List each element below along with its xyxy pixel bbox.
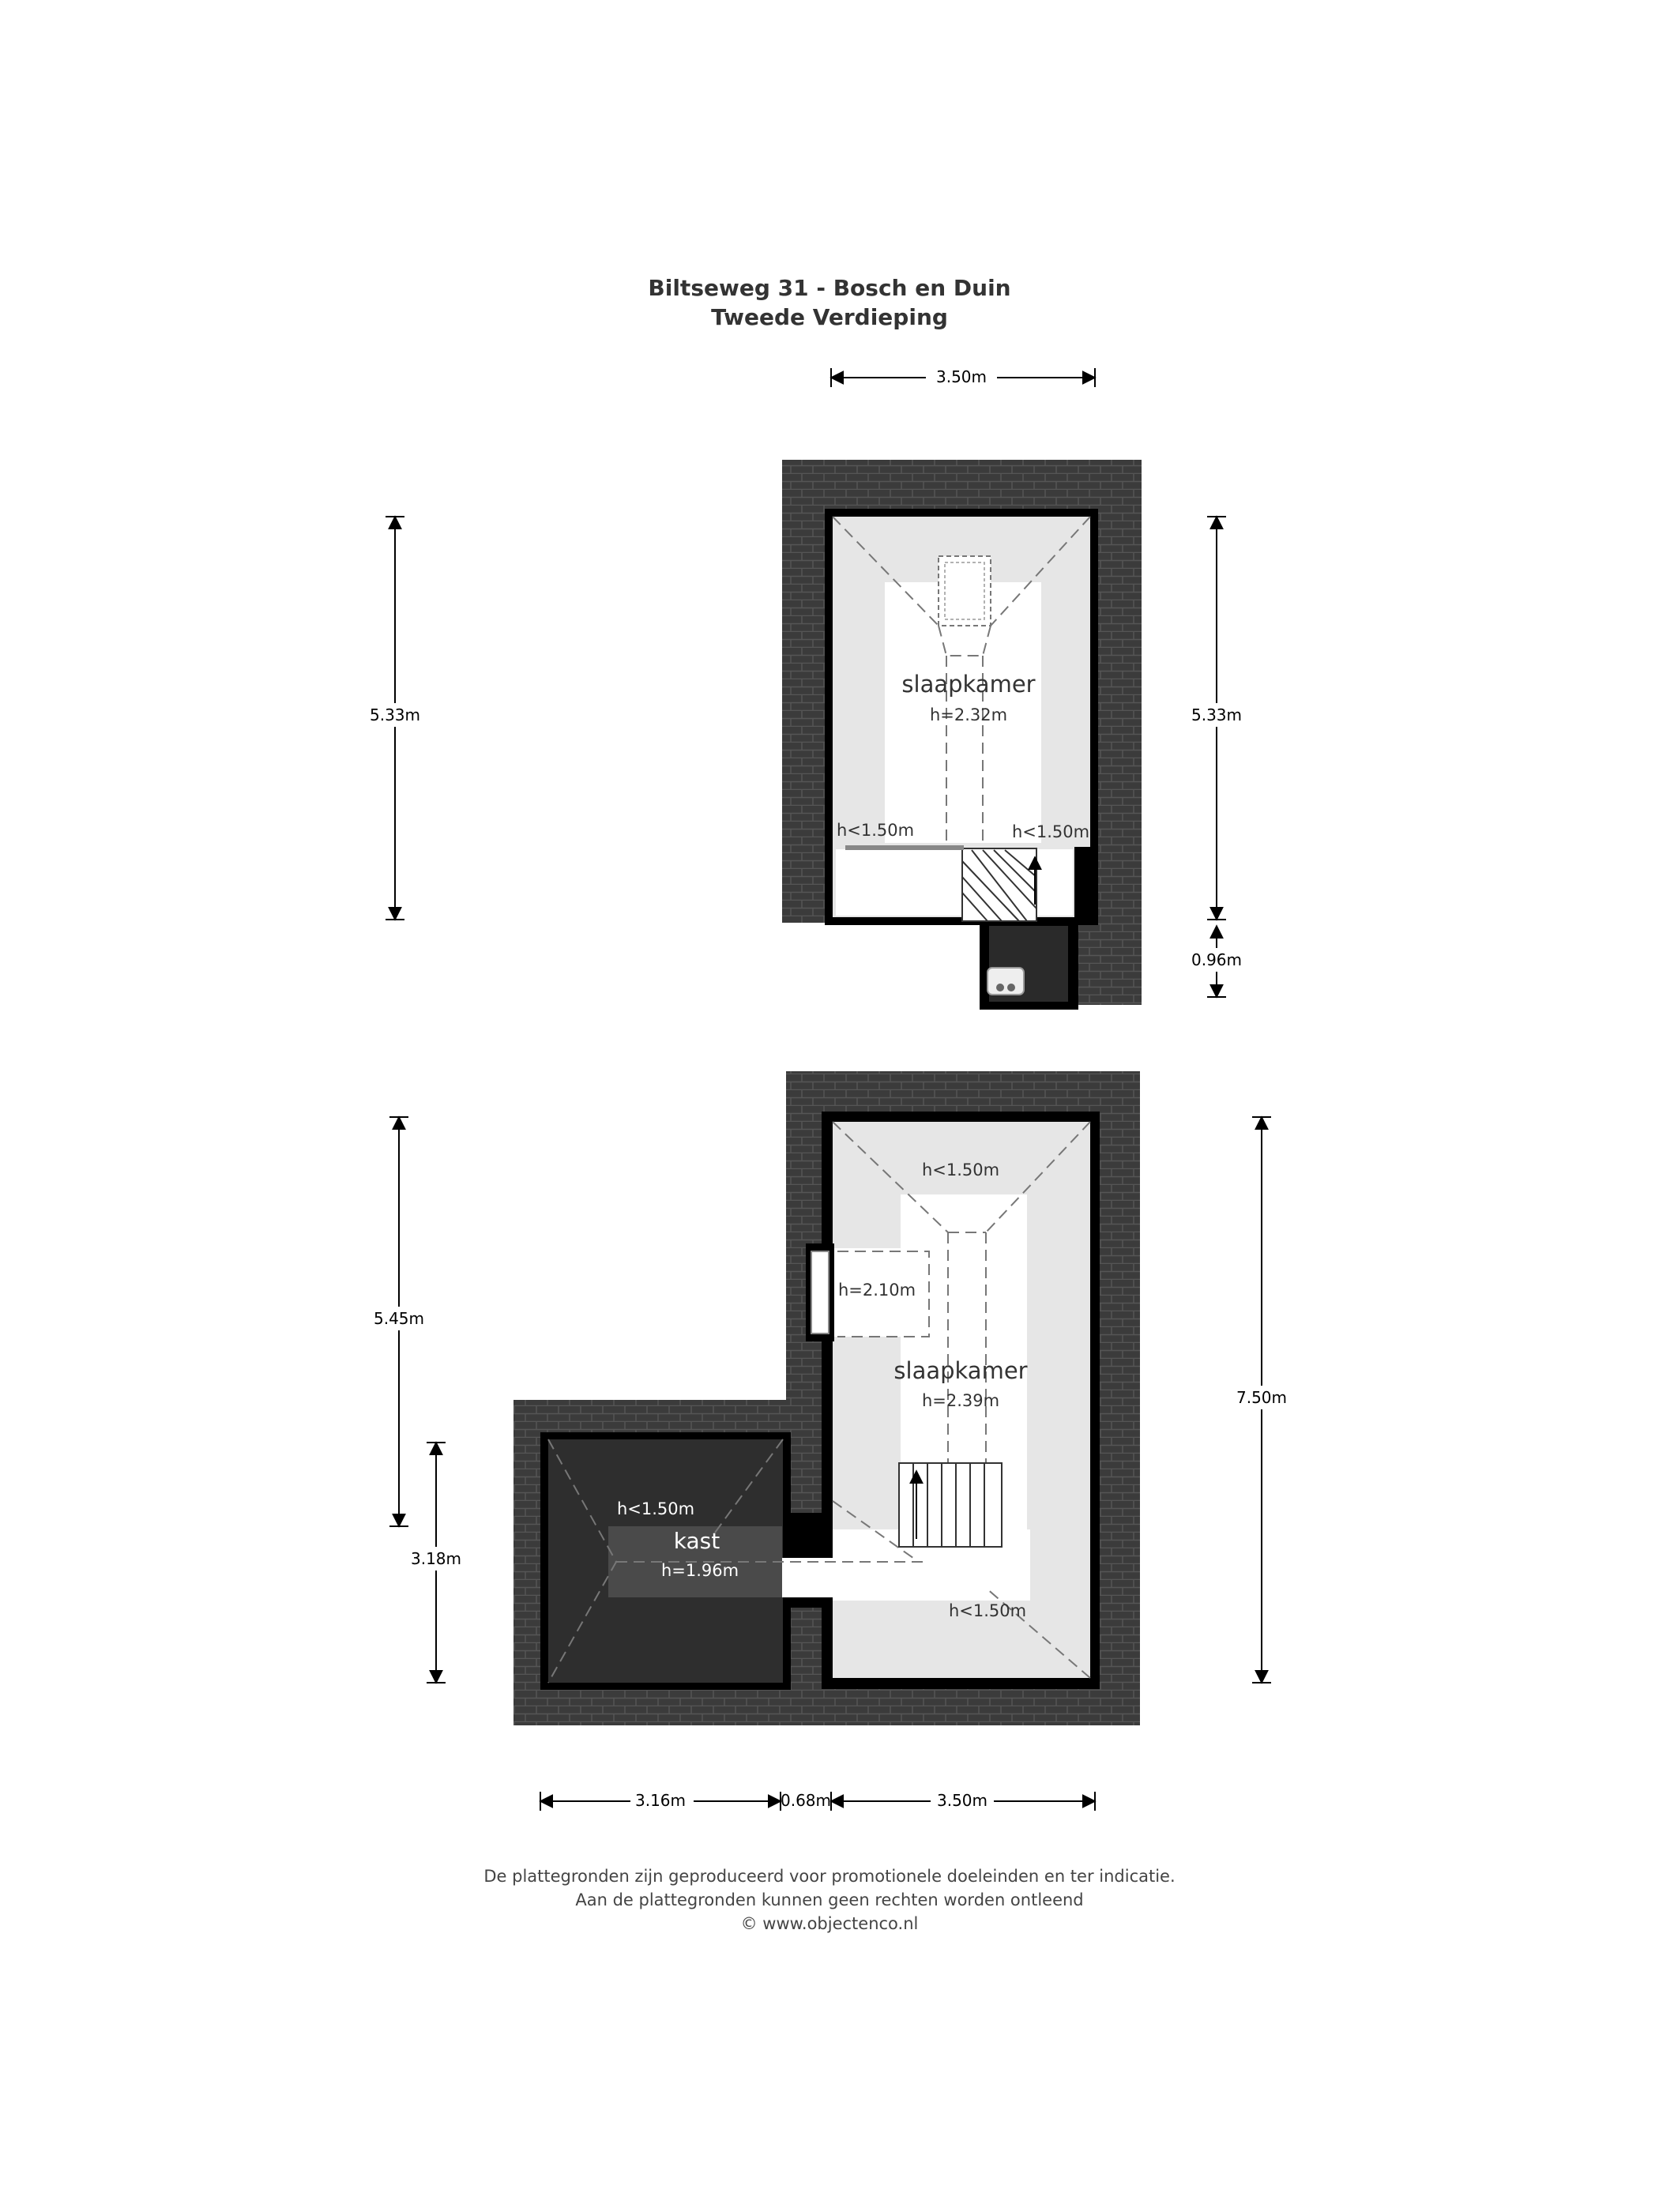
lower-room-name: slaapkamer [893, 1357, 1028, 1384]
toilet-icon [988, 968, 1024, 995]
dormer-window [811, 1251, 829, 1334]
upper-dim-right-small: 0.96m [1191, 950, 1243, 969]
lower-dim-left: 5.45m [373, 1309, 425, 1328]
disclaimer-line-1: De plattegronden zijn geproduceerd voor promotionele doeleinden en ter indicatie. [483, 1867, 1176, 1886]
skylight-icon [939, 556, 991, 626]
upper-staircase [962, 848, 1036, 921]
lower-floorplan [514, 1071, 1140, 1725]
kast-name: kast [673, 1528, 720, 1554]
lower-dim-right: 7.50m [1236, 1388, 1288, 1407]
upper-dim-right: 5.33m [1191, 705, 1243, 724]
plan-subtitle: Tweede Verdieping [711, 304, 948, 330]
lower-dim-bottom-1: 3.16m [634, 1791, 687, 1810]
lower-dormer-height: h=2.10m [837, 1281, 916, 1300]
lower-dim-bottom-2: 0.68m [780, 1791, 832, 1810]
upper-floorplan [782, 460, 1142, 1010]
lower-dim-left-small: 3.18m [410, 1549, 462, 1568]
disclaimer-line-3: © www.objectenco.nl [740, 1914, 919, 1933]
upper-low-right: h<1.50m [1011, 822, 1090, 841]
kast-height: h=1.96m [660, 1561, 739, 1580]
upper-dim-left: 5.33m [369, 705, 421, 724]
lower-dim-bottom-3: 3.50m [936, 1791, 988, 1810]
lower-staircase [899, 1463, 1002, 1547]
disclaimer [0, 1864, 1659, 1936]
lower-low-bottom: h<1.50m [948, 1601, 1027, 1620]
upper-low-left: h<1.50m [836, 821, 915, 840]
plan-title: Biltseweg 31 - Bosch en Duin [648, 275, 1011, 301]
lower-low-top: h<1.50m [921, 1161, 1000, 1179]
upper-room-height: h=2.32m [929, 705, 1008, 724]
upper-room-name: slaapkamer [901, 671, 1036, 698]
kast-passage [782, 1558, 837, 1597]
disclaimer-line-2: Aan de plattegronden kunnen geen rechten worden ontleend [575, 1890, 1084, 1909]
kast-low: h<1.50m [616, 1499, 695, 1518]
upper-dim-top: 3.50m [935, 367, 988, 386]
lower-room-height: h=2.39m [921, 1391, 1000, 1410]
upper-railing [845, 845, 964, 850]
